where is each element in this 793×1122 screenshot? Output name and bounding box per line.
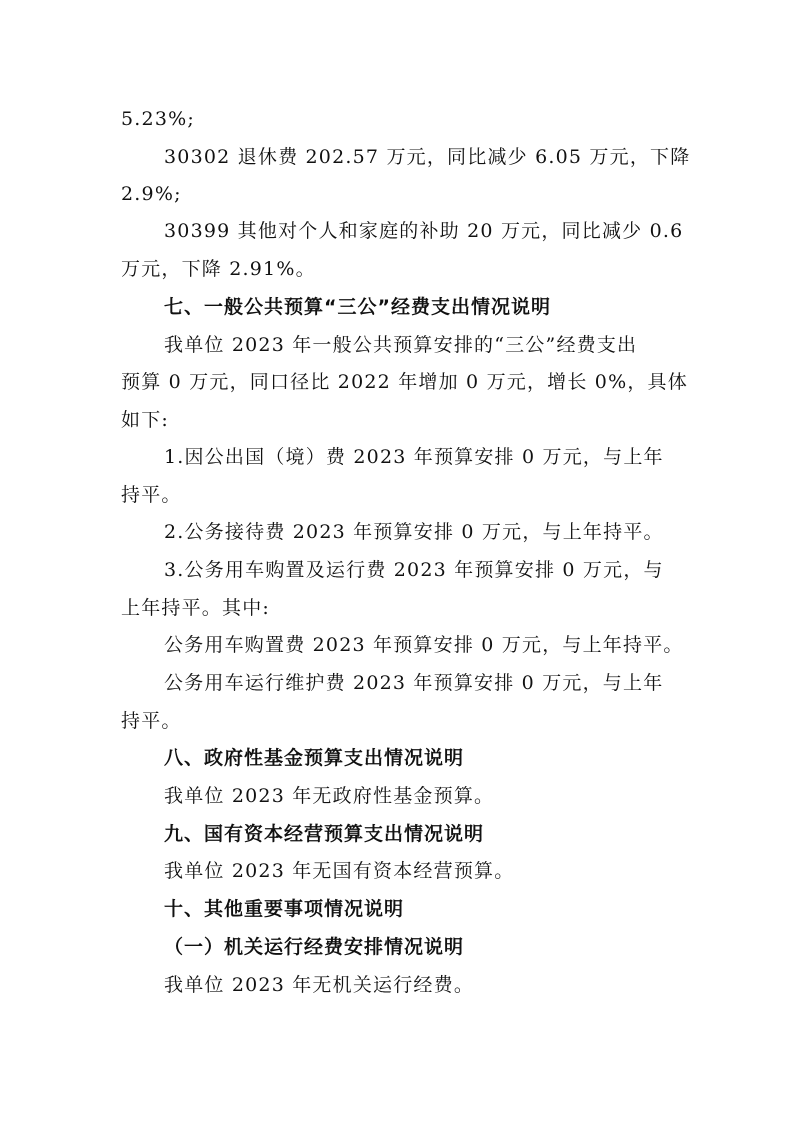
section-heading: 七、一般公共预算“三公”经费支出情况说明 bbox=[164, 296, 551, 318]
text-line: 5.23%; bbox=[121, 108, 195, 130]
text-line: 持平。 bbox=[121, 484, 182, 506]
text-line: 30399 其他对个人和家庭的补助 20 万元，同比减少 0.6 bbox=[164, 220, 684, 242]
text-line: 我单位 2023 年无政府性基金预算。 bbox=[164, 785, 495, 807]
text-line: 30302 退休费 202.57 万元，同比减少 6.05 万元，下降 bbox=[164, 146, 691, 168]
text-line: 预算 0 万元，同口径比 2022 年增加 0 万元，增长 0%，具体 bbox=[121, 371, 688, 393]
text-line: 2.9%; bbox=[121, 183, 182, 205]
text-line: 如下: bbox=[121, 409, 170, 431]
section-heading: 八、政府性基金预算支出情况说明 bbox=[164, 747, 465, 769]
text-line: 持平。 bbox=[121, 710, 182, 732]
subsection-heading: （一）机关运行经费安排情况说明 bbox=[164, 936, 465, 958]
section-heading: 九、国有资本经营预算支出情况说明 bbox=[164, 823, 485, 845]
text-line: 上年持平。其中: bbox=[121, 597, 271, 619]
text-line: 2.公务接待费 2023 年预算安排 0 万元，与上年持平。 bbox=[164, 521, 664, 543]
section-heading: 十、其他重要事项情况说明 bbox=[164, 898, 405, 920]
text-line: 我单位 2023 年无机关运行经费。 bbox=[164, 974, 475, 996]
text-line: 3.公务用车购置及运行费 2023 年预算安排 0 万元，与 bbox=[164, 559, 664, 581]
text-line: 我单位 2023 年一般公共预算安排的“三公”经费支出 bbox=[164, 334, 638, 356]
text-line: 公务用车运行维护费 2023 年预算安排 0 万元，与上年 bbox=[164, 672, 664, 694]
text-line: 公务用车购置费 2023 年预算安排 0 万元，与上年持平。 bbox=[164, 634, 684, 656]
text-line: 1.因公出国（境）费 2023 年预算安排 0 万元，与上年 bbox=[164, 446, 664, 468]
text-line: 我单位 2023 年无国有资本经营预算。 bbox=[164, 860, 515, 882]
text-line: 万元，下降 2.91%。 bbox=[121, 258, 316, 280]
